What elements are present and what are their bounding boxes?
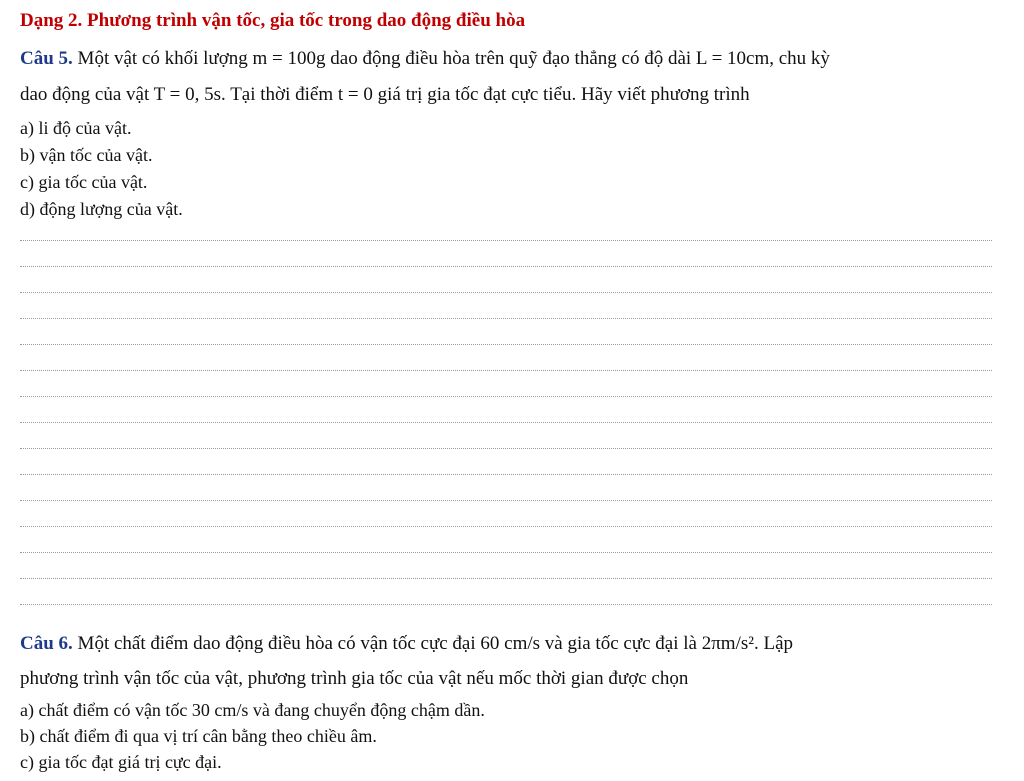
answer-line — [20, 578, 992, 579]
answer-line — [20, 604, 992, 605]
q5-option-b: b) vận tốc của vật. — [20, 145, 153, 165]
q5-line-2: dao động của vật T = 0, 5s. Tại thời điểm t = 0 giá trị gia tốc đạt cực tiểu. Hãy viết phương trình — [20, 84, 750, 105]
q5-text-1: Một vật có khối lượng m = 100g dao động điều hòa trên quỹ đạo thẳng có độ dài L = 10cm, chu kỳ — [77, 48, 830, 69]
q5-label: Câu 5. — [20, 48, 73, 69]
q5-option-d: d) động lượng của vật. — [20, 199, 183, 219]
q6-label: Câu 6. — [20, 633, 73, 654]
answer-line — [20, 344, 992, 345]
answer-line — [20, 318, 992, 319]
q6-option-a: a) chất điểm có vận tốc 30 cm/s và đang chuyển động chậm dần. — [20, 700, 485, 720]
answer-line — [20, 396, 992, 397]
q5-option-c: c) gia tốc của vật. — [20, 172, 148, 192]
q6-line-2: phương trình vận tốc của vật, phương trình gia tốc của vật nếu mốc thời gian được chọn — [20, 668, 689, 689]
q6-option-c: c) gia tốc đạt giá trị cực đại. — [20, 752, 222, 772]
q6-text-1: Một chất điểm dao động điều hòa có vận tốc cực đại 60 cm/s và gia tốc cực đại là 2πm/s². Lập — [77, 633, 793, 654]
answer-line — [20, 370, 992, 371]
answer-line — [20, 240, 992, 241]
answer-line — [20, 422, 992, 423]
answer-line — [20, 474, 992, 475]
q5-option-a: a) li độ của vật. — [20, 118, 132, 138]
answer-line — [20, 292, 992, 293]
section-title: Dạng 2. Phương trình vận tốc, gia tốc trong dao động điều hòa — [20, 10, 526, 31]
answer-line — [20, 526, 992, 527]
q6-option-b: b) chất điểm đi qua vị trí cân bằng theo chiều âm. — [20, 726, 377, 746]
answer-line — [20, 552, 992, 553]
answer-line — [20, 448, 992, 449]
q5-line-1 — [20, 48, 830, 70]
answer-line — [20, 500, 992, 501]
q6-line-1 — [20, 633, 793, 655]
answer-line — [20, 266, 992, 267]
